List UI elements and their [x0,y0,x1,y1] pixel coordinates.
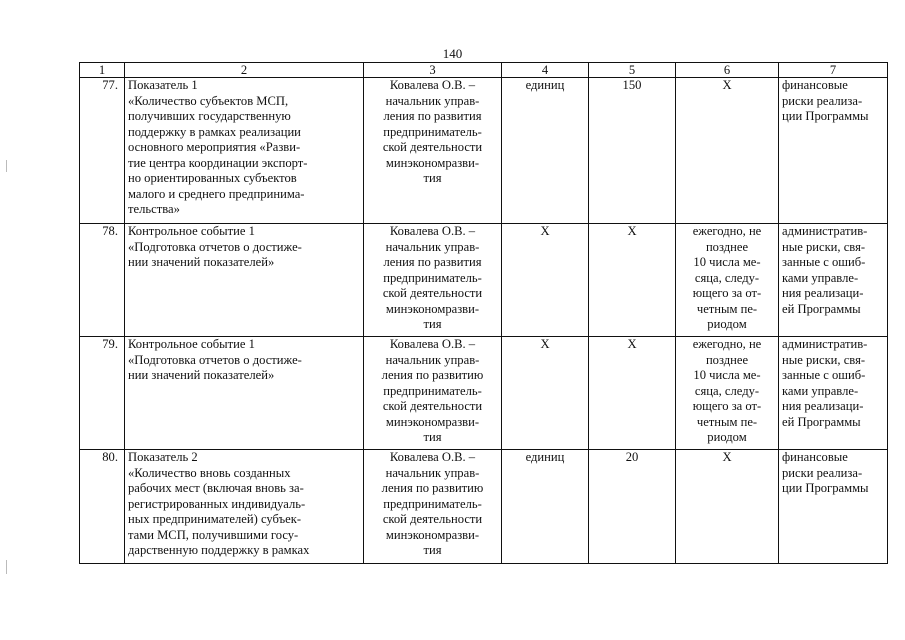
margin-mark-bottom [6,560,7,574]
row-unit: единиц [502,78,589,224]
header-cell: 1 [80,63,125,78]
table-row [80,337,888,450]
header-cell: 3 [364,63,502,78]
header-cell: 5 [589,63,676,78]
header-cell: 4 [502,63,589,78]
row-number: 79. [80,337,125,450]
measures-table [79,62,888,564]
row-risks: финансовые риски реализа- ции Программы [779,450,888,564]
row-deadline: X [676,78,779,224]
table-row [80,78,888,224]
row-responsible: Ковалева О.В. – начальник управ- ления по развитию предприниматель- ской деятельности минэкономразви- тия [364,337,502,450]
page-number: 140 [442,46,463,61]
row-value: 20 [589,450,676,564]
margin-mark-top [6,160,7,172]
row-name: Показатель 2 «Количество вновь созданных рабочих мест (включая вновь за- регистрированных индивидуаль- ных предпринимателей) субъек- тами МСП, получившими госу- дарственную поддержку в рамках [125,450,364,564]
table-row [80,450,888,564]
row-number: 80. [80,450,125,564]
header-cell: 2 [125,63,364,78]
row-name: Показатель 1 «Количество субъектов МСП, получивших государственную поддержку в рамках реализации основного мероприятия «Разви- тие центра координации экспорт- но ориентированных субъектов малого и среднего предпринима- тельства» [125,78,364,224]
row-value: X [589,337,676,450]
row-deadline: X [676,450,779,564]
row-unit: X [502,224,589,337]
row-risks: финансовые риски реализа- ции Программы [779,78,888,224]
row-responsible: Ковалева О.В. – начальник управ- ления по развития предприниматель- ской деятельности минэкономразви- тия [364,224,502,337]
row-number: 78. [80,224,125,337]
row-responsible: Ковалева О.В. – начальник управ- ления по развитию предприниматель- ской деятельности минэкономразви- тия [364,450,502,564]
table-row [80,224,888,337]
row-name: Контрольное событие 1 «Подготовка отчетов о достиже- нии значений показателей» [125,224,364,337]
row-deadline: ежегодно, не позднее 10 числа ме- сяца, следу- ющего за от- четным пе- риодом [676,337,779,450]
row-unit: X [502,337,589,450]
row-risks: административ- ные риски, свя- занные с ошиб- ками управле- ния реализаци- ей Программы [779,224,888,337]
row-value: X [589,224,676,337]
row-value: 150 [589,78,676,224]
row-name: Контрольное событие 1 «Подготовка отчетов о достиже- нии значений показателей» [125,337,364,450]
row-number: 77. [80,78,125,224]
header-cell: 6 [676,63,779,78]
row-unit: единиц [502,450,589,564]
row-deadline: ежегодно, не позднее 10 числа ме- сяца, следу- ющего за от- четным пе- риодом [676,224,779,337]
table-header-row [80,63,888,78]
row-responsible: Ковалева О.В. – начальник управ- ления по развития предприниматель- ской деятельности минэкономразви- тия [364,78,502,224]
header-cell: 7 [779,63,888,78]
row-risks: административ- ные риски, свя- занные с ошиб- ками управле- ния реализаци- ей Программы [779,337,888,450]
